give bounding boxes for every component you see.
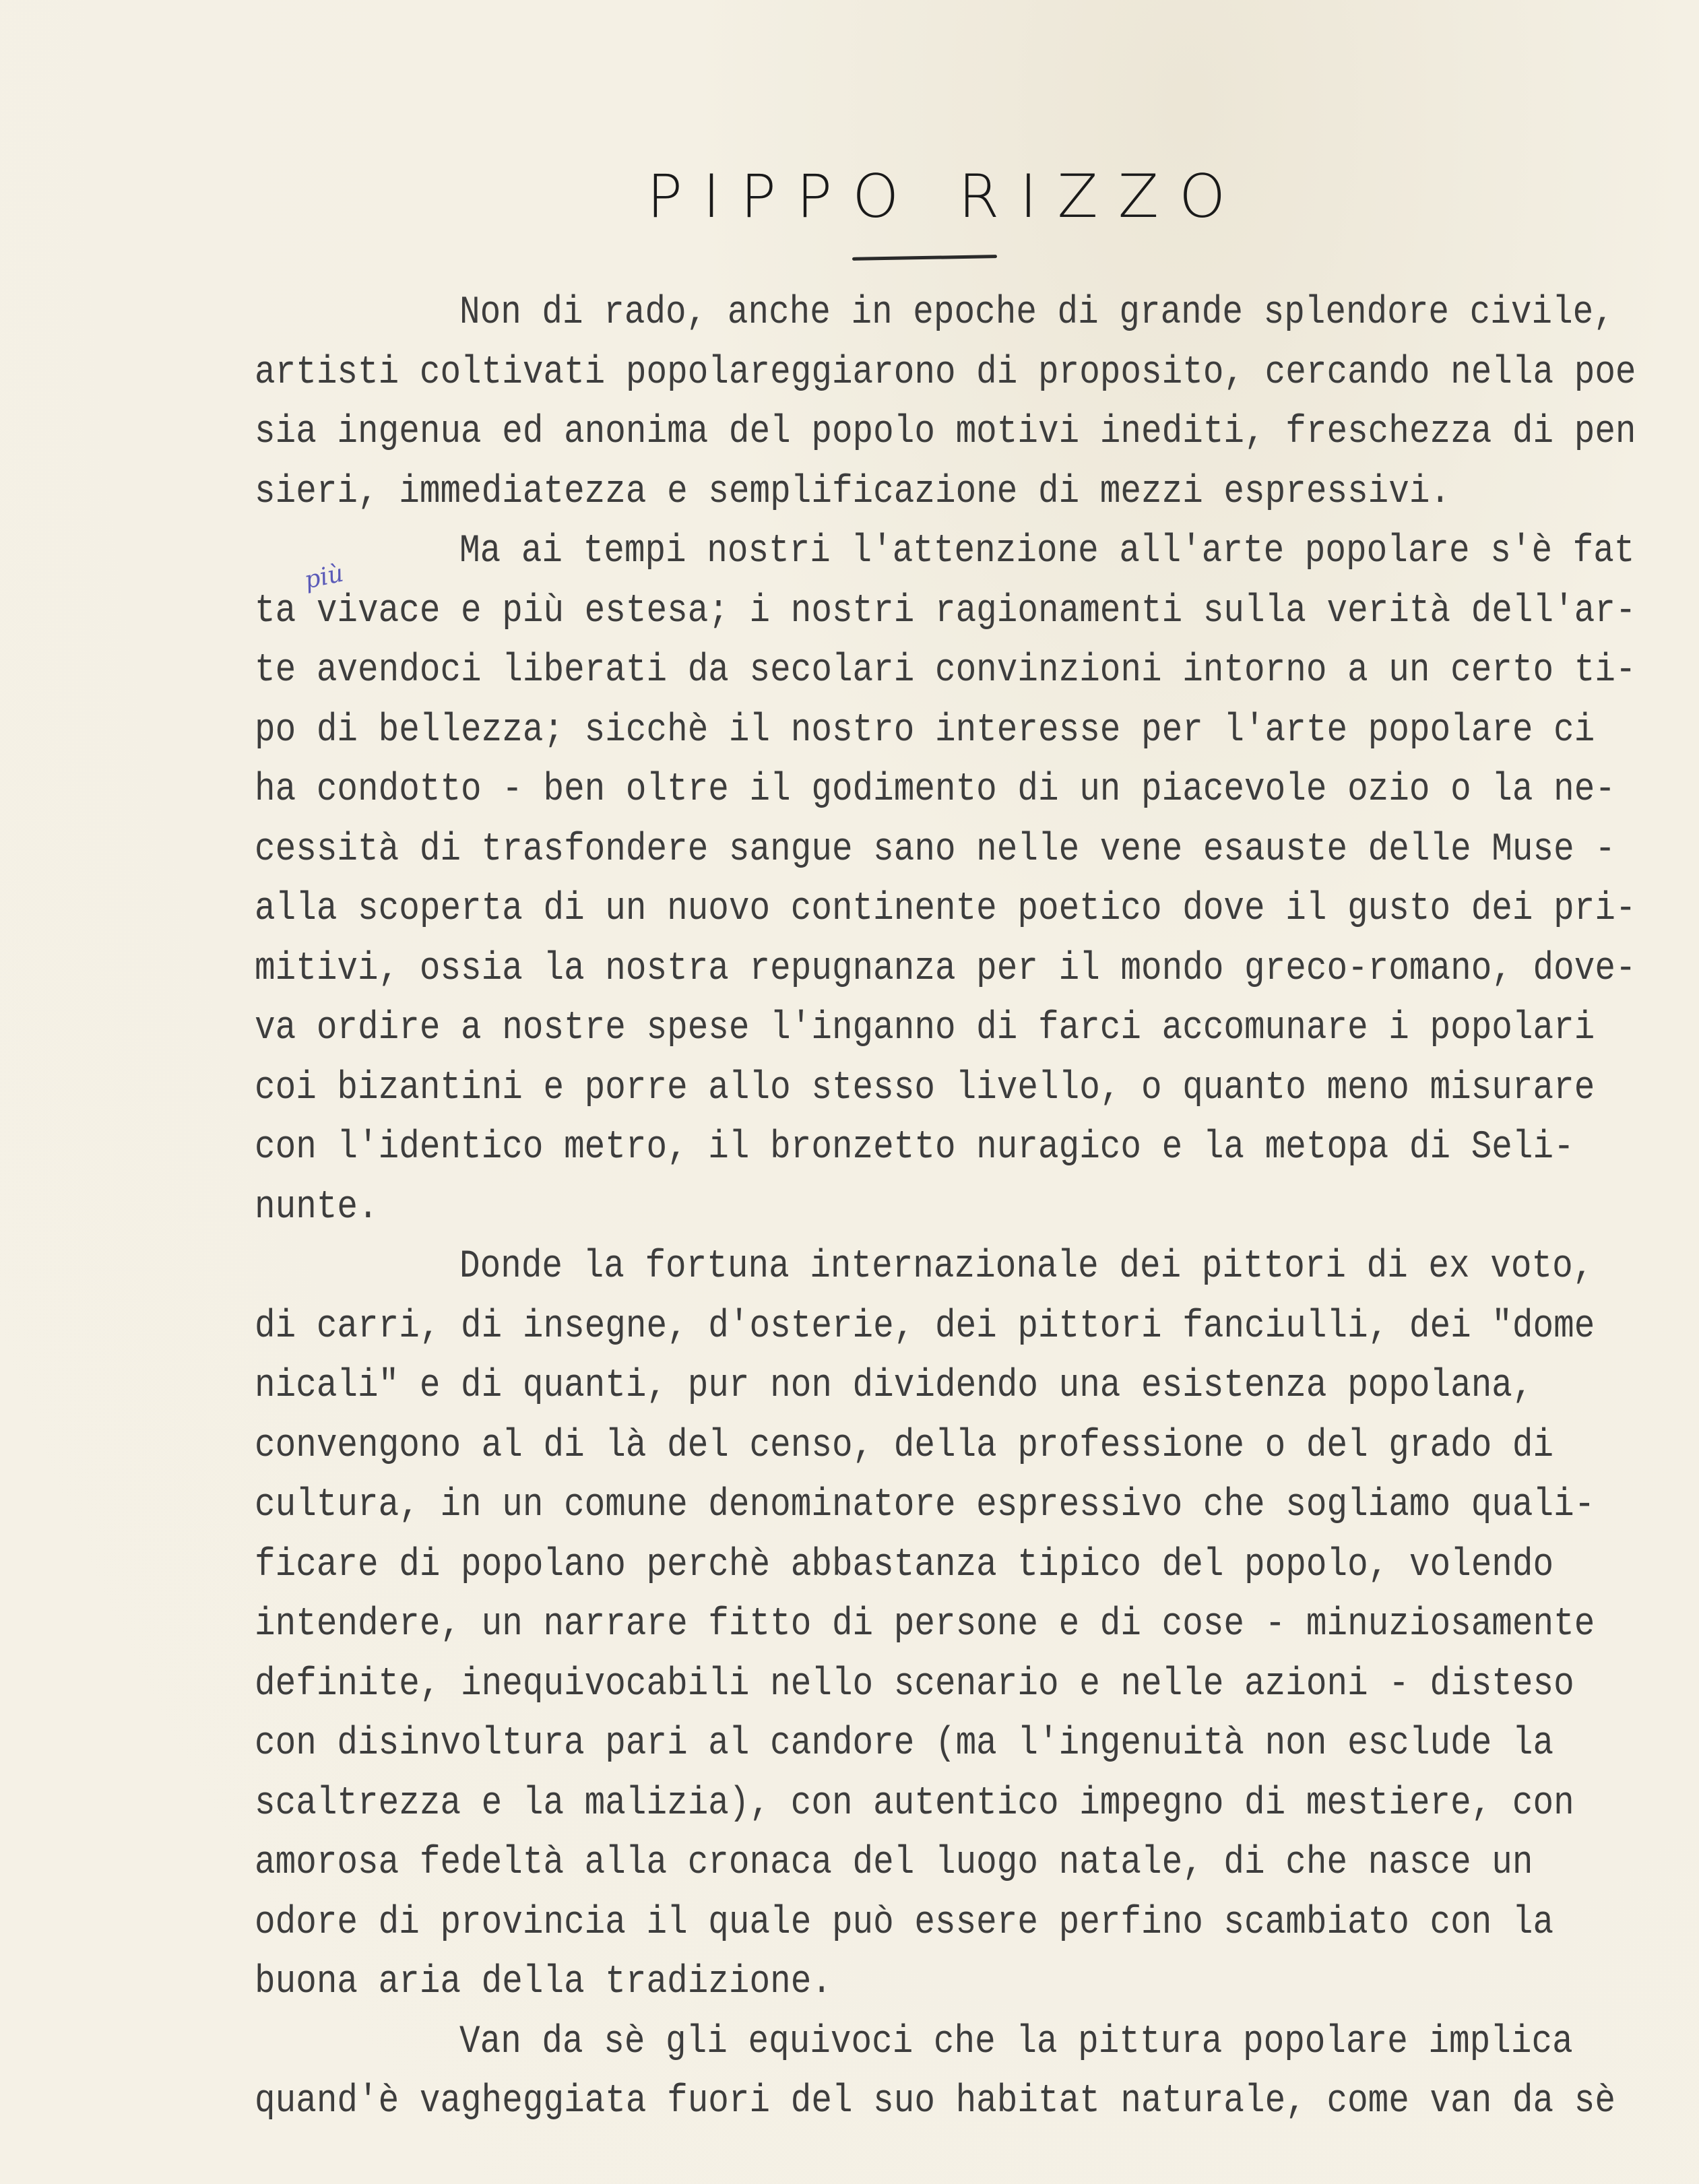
text-line: Donde la fortuna internazionale dei pittori di ex voto,	[459, 1244, 1594, 1289]
text-line: ficare di popolano perchè abbastanza tipico del popolo, volendo	[255, 1543, 1554, 1587]
text-line: cultura, in un comune denominatore espressivo che sogliamo quali-	[255, 1483, 1595, 1528]
text-line: coi bizantini e porre allo stesso livello, o quanto meno misurare	[255, 1066, 1595, 1110]
text-line: po di bellezza; sicchè il nostro interesse per l'arte popolare ci	[255, 708, 1595, 752]
handwritten-annotation: più	[302, 559, 346, 595]
text-line: odore di provincia il quale può essere perfino scambiato con la	[255, 1900, 1554, 1945]
body-text	[255, 284, 1669, 2132]
text-line: nicali" e di quanti, pur non dividendo una esistenza popolana,	[255, 1363, 1533, 1409]
text-line: di carri, di insegne, d'osterie, dei pittori fanciulli, dei "dome	[255, 1304, 1595, 1349]
handwritten-title: PIPPO RIZZO	[647, 162, 1246, 231]
text-line: cessità di trasfondere sangue sano nelle vene esauste delle Muse -	[255, 827, 1615, 872]
text-line: va ordire a nostre spese l'inganno di farci accomunare i popolari	[255, 1006, 1595, 1051]
text-line: ta vivace e più estesa; i nostri ragionamenti sulla verità dell'ar-	[255, 589, 1636, 633]
text-line: scaltrezza e la malizia), con autentico impegno di mestiere, con	[255, 1781, 1574, 1826]
title-underline	[852, 255, 997, 261]
text-line: sia ingenua ed anonima del popolo motivi inediti, freschezza di pen	[255, 410, 1636, 455]
text-line: ha condotto - ben oltre il godimento di un piacevole ozio o la ne-	[255, 767, 1615, 812]
text-line: Van da sè gli equivoci che la pittura popolare implica	[459, 2020, 1573, 2064]
text-line: buona aria della tradizione.	[255, 1960, 832, 2005]
text-line: con l'identico metro, il bronzetto nuragico e la metopa di Seli-	[255, 1125, 1574, 1170]
text-line: amorosa fedeltà alla cronaca del luogo natale, di che nasce un	[255, 1840, 1533, 1886]
text-line: quand'è vagheggiata fuori del suo habitat naturale, come van da sè	[255, 2079, 1615, 2124]
text-line: sieri, immediatezza e semplificazione di mezzi espressivi.	[255, 470, 1451, 514]
text-line: Ma ai tempi nostri l'attenzione all'arte popolare s'è fat	[459, 529, 1635, 574]
text-line: alla scoperta di un nuovo continente poetico dove il gusto dei pri-	[255, 887, 1636, 932]
text-line: definite, inequivocabili nello scenario e nelle azioni - disteso	[255, 1662, 1574, 1706]
text-line: artisti coltivati popolareggiarono di proposito, cercando nella poe	[255, 350, 1636, 395]
text-line: intendere, un narrare fitto di persone e di cose - minuziosamente	[255, 1602, 1595, 1647]
text-line: nunte.	[255, 1185, 379, 1229]
text-line: convengono al di là del censo, della professione o del grado di	[255, 1423, 1554, 1468]
text-line: te avendoci liberati da secolari convinzioni intorno a un certo ti-	[255, 648, 1636, 693]
text-line: Non di rado, anche in epoche di grande splendore civile,	[459, 290, 1614, 335]
text-line: mitivi, ossia la nostra repugnanza per il mondo greco-romano, dove-	[255, 946, 1636, 991]
text-line: con disinvoltura pari al candore (ma l'ingenuità non esclude la	[255, 1721, 1554, 1766]
